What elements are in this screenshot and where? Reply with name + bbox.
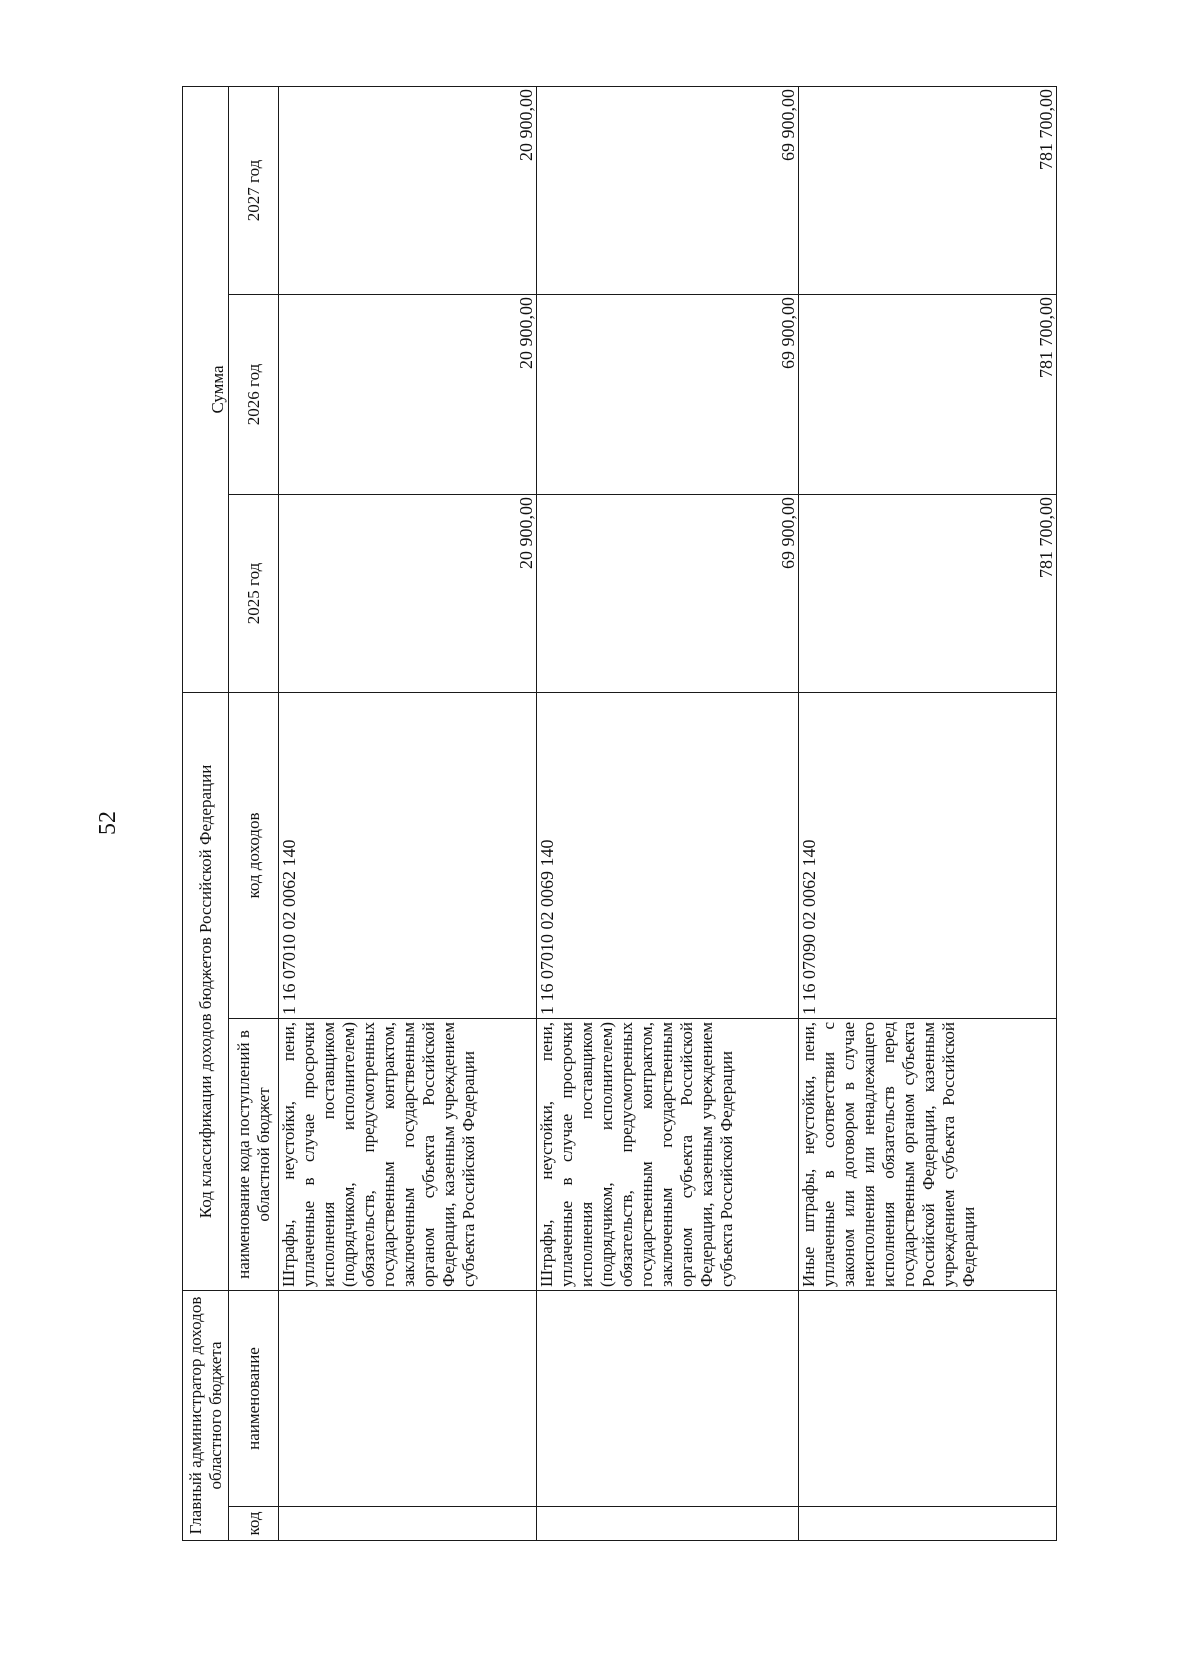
- header-sum-group: Сумма: [183, 86, 229, 692]
- row-sum-2027: 69 900,00: [537, 86, 799, 294]
- header-income-code: код доходов: [229, 692, 279, 1018]
- income-table: [182, 86, 1057, 1541]
- row-income-code: 1 16 07090 02 0062 140: [799, 692, 1057, 1018]
- row-admin-name: [279, 1291, 537, 1507]
- row-sum-2027: 781 700,00: [799, 86, 1057, 294]
- row-income-code: 1 16 07010 02 0062 140: [279, 692, 537, 1018]
- header-year-2025: 2025 год: [229, 494, 279, 692]
- row-sum-2026: 69 900,00: [537, 294, 799, 494]
- row-income-code: 1 16 07010 02 0069 140: [537, 692, 799, 1018]
- table-row: [799, 86, 1057, 1540]
- row-admin-name: [799, 1291, 1057, 1507]
- page-number: 52: [95, 811, 121, 835]
- header-year-2026: 2026 год: [229, 294, 279, 494]
- row-admin-code: [279, 1507, 537, 1541]
- header-income-name: наименование кода поступлений в областной бюджет: [229, 1019, 279, 1291]
- row-admin-code: [537, 1507, 799, 1541]
- header-admin-code: код: [229, 1507, 279, 1541]
- row-sum-2027: 20 900,00: [279, 86, 537, 294]
- row-description: Штрафы, неустойки, пени, уплаченные в случае просрочки исполнения поставщиком (подрядчиком, исполнителем) обязательств, предусмотренных государственным контрактом, заключенным государственным органом субъекта Российской Федерации, казенным учреждением субъекта Российской Федерации: [279, 1019, 537, 1291]
- header-admin-group: Главный администратор доходов областного бюджета: [183, 1291, 229, 1541]
- row-sum-2026: 20 900,00: [279, 294, 537, 494]
- row-sum-2025: 69 900,00: [537, 494, 799, 692]
- row-sum-2025: 20 900,00: [279, 494, 537, 692]
- row-admin-code: [799, 1507, 1057, 1541]
- row-description: Штрафы, неустойки, пени, уплаченные в случае просрочки исполнения поставщиком (подрядчиком, исполнителем) обязательств, предусмотренных государственным контрактом, заключенным государственным органом субъекта Российской Федерации, казенным учреждением субъекта Российской Федерации: [537, 1019, 799, 1291]
- rotated-table-container: [182, 87, 1056, 1541]
- row-sum-2026: 781 700,00: [799, 294, 1057, 494]
- row-description: Иные штрафы, неустойки, пени, уплаченные в соответствии с законом или договором в случае неисполнения или ненадлежащего исполнения обязательств перед государственным органом субъекта Российской Федерации, казенным учреждением субъекта Российской Федерации: [799, 1019, 1057, 1291]
- row-admin-name: [537, 1291, 799, 1507]
- row-sum-2025: 781 700,00: [799, 494, 1057, 692]
- header-year-2027: 2027 год: [229, 86, 279, 294]
- header-classification-group: Код классификации доходов бюджетов Российской Федерации: [183, 692, 229, 1290]
- table-row: [537, 86, 799, 1540]
- header-admin-name: наименование: [229, 1291, 279, 1507]
- table-row: [279, 86, 537, 1540]
